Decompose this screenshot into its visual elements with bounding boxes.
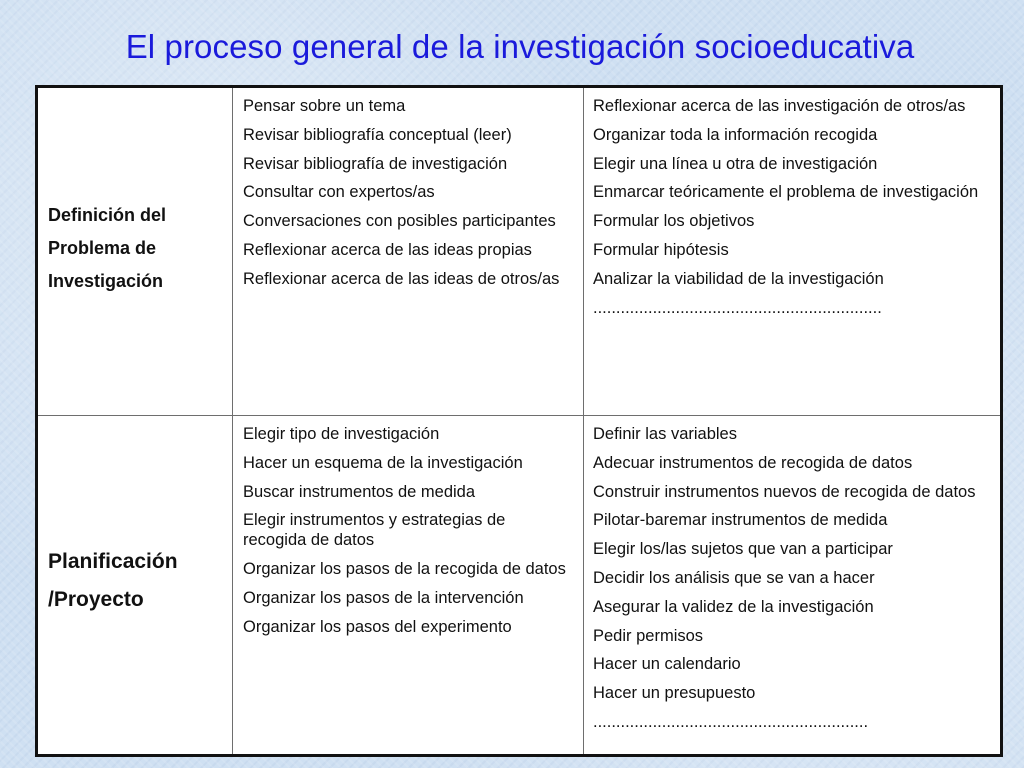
list-item: Revisar bibliografía conceptual (leer) — [243, 125, 512, 144]
list-item: Reflexionar acerca de las ideas de otros/as — [243, 269, 560, 288]
row-label-line: Investigación — [48, 271, 164, 291]
list-item: Pensar sobre un tema — [243, 97, 406, 115]
list-item: Organizar toda la información recogida — [593, 125, 878, 144]
list-item: Organizar los pasos de la intervención — [243, 588, 524, 607]
row-label-line: /Proyecto — [48, 588, 144, 611]
list-item: Revisar bibliografía de investigación — [243, 154, 508, 173]
list-item: Adecuar instrumentos de recogida de datos — [593, 453, 913, 472]
list-item: Organizar los pasos de la recogida de datos — [243, 560, 566, 579]
list-item: Hacer un presupuesto — [593, 684, 756, 703]
process-table — [35, 85, 1003, 757]
list-item: Definir las variables — [593, 425, 737, 443]
list-item: Enmarcar teóricamente el problema de investigación — [593, 183, 979, 202]
list-item: Elegir los/las sujetos que van a participar — [593, 540, 893, 559]
list-item: Hacer un esquema de la investigación — [243, 453, 523, 472]
row-divider — [38, 415, 1000, 416]
list-item: Decidir los análisis que se van a hacer — [593, 568, 875, 587]
list-item: Reflexionar acerca de las ideas propias — [243, 240, 532, 259]
list-item: Elegir tipo de investigación — [243, 425, 440, 443]
column-divider — [232, 88, 233, 754]
list-item: Pedir permisos — [593, 626, 704, 645]
list-item: ............................................................... — [593, 298, 882, 317]
row-label-line: Definición del — [48, 205, 167, 225]
list-item: Asegurar la validez de la investigación — [593, 597, 874, 616]
column-divider — [583, 88, 584, 754]
list-item: Formular los objetivos — [593, 212, 755, 231]
list-item: Consultar con expertos/as — [243, 183, 435, 202]
list-item: Elegir instrumentos y estrategias de recogida de datos — [243, 511, 506, 550]
list-item: ............................................................ — [593, 712, 869, 731]
list-item: Hacer un calendario — [593, 655, 741, 674]
list-item: Buscar instrumentos de medida — [243, 482, 476, 501]
planificacion-tasks-list-1 — [243, 424, 573, 646]
definicion-tasks-list-2 — [593, 96, 988, 326]
list-item: Analizar la viabilidad de la investigación — [593, 269, 884, 288]
row-label-line: Problema de — [48, 238, 157, 258]
row-label-planificacion — [48, 543, 228, 619]
list-item: Pilotar-baremar instrumentos de medida — [593, 511, 888, 530]
planificacion-tasks-list-2 — [593, 424, 988, 741]
row-label-definicion — [48, 199, 228, 298]
list-item: Formular hipótesis — [593, 240, 729, 259]
list-item: Reflexionar acerca de las investigación de otros/as — [593, 97, 966, 115]
list-item: Organizar los pasos del experimento — [243, 617, 512, 636]
list-item: Conversaciones con posibles participantes — [243, 212, 556, 231]
list-item: Elegir una línea u otra de investigación — [593, 154, 878, 173]
page-title: El proceso general de la investigación socioeducativa — [125, 28, 915, 65]
row-label-line: Planificación — [48, 550, 178, 573]
list-item: Construir instrumentos nuevos de recogida de datos — [593, 482, 976, 501]
definicion-tasks-list-1 — [243, 96, 573, 298]
